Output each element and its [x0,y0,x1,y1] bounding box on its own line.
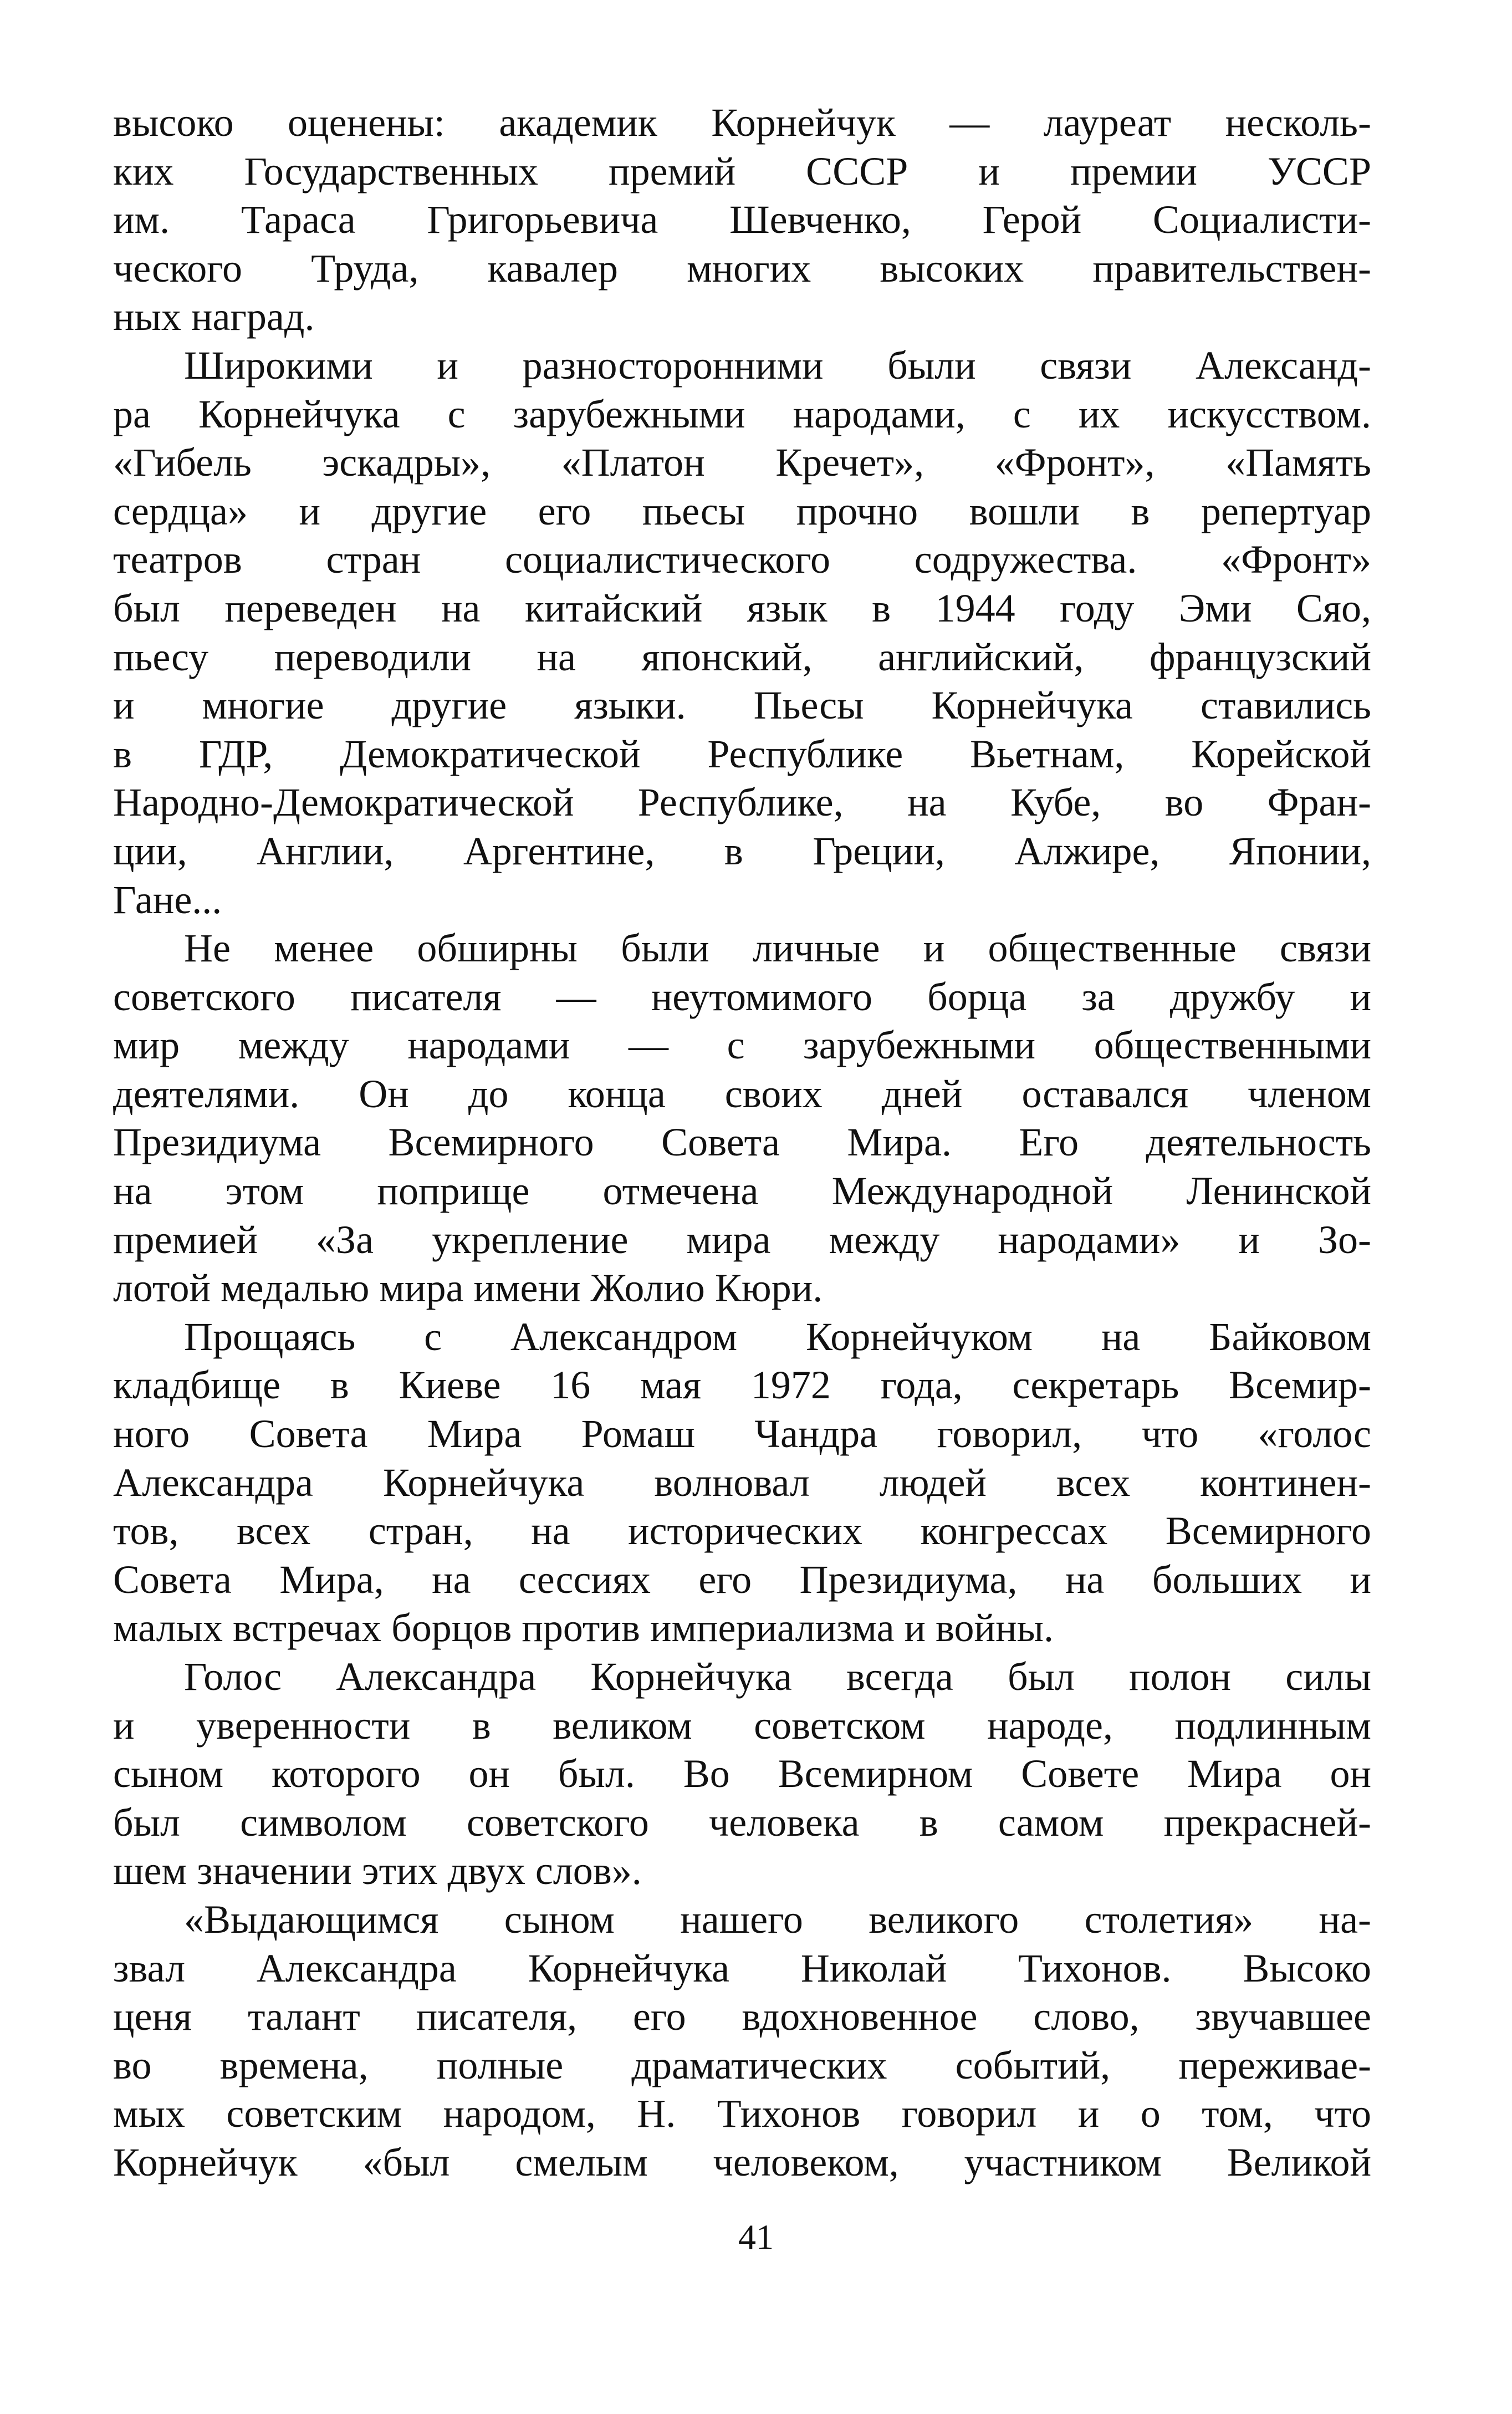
text-line: кладбище в Киеве 16 мая 1972 года, секретарь Всемир- [113,1363,1371,1408]
text-line: ческого Труда, кавалер многих высоких правительствен- [113,246,1371,291]
text-line: Народно-Демократической Республике, на Кубе, во Фран- [113,780,1371,825]
text-line: Широкими и разносторонними были связи Александ- [184,343,1371,388]
text-line: сыном которого он был. Во Всемирном Совете Мира он [113,1751,1371,1796]
page-number: 41 [738,2217,774,2257]
page-body-text [113,99,1371,2187]
text-line: советского писателя — неутомимого борца за дружбу и [113,974,1371,1019]
text-line: Гане... [113,877,222,922]
text-line: Президиума Всемирного Совета Мира. Его деятельность [113,1120,1371,1165]
text-line: ценя талант писателя, его вдохновенное слово, звучавшее [113,1994,1371,2039]
text-line: Корнейчук «был смелым человеком, участником Великой [113,2140,1371,2184]
text-line: театров стран социалистического содружества. «Фронт» [113,537,1371,582]
text-line: Не менее обширны были личные и общественные связи [184,926,1371,971]
text-line: деятелями. Он до конца своих дней оставался членом [113,1071,1371,1116]
text-line: был символом советского человека в самом прекрасней- [113,1800,1371,1845]
text-line: шем значении этих двух слов». [113,1848,642,1893]
text-line: ра Корнейчука с зарубежными народами, с их искусством. [113,391,1371,436]
text-line: Александра Корнейчука волновал людей всех континен- [113,1460,1371,1505]
text-line: ких Государственных премий СССР и премии УССР [113,149,1371,193]
text-line: во времена, полные драматических событий, переживае- [113,2043,1371,2087]
text-line: и многие другие языки. Пьесы Корнейчука ставились [113,683,1371,728]
text-line: звал Александра Корнейчука Николай Тихонов. Высоко [113,1946,1371,1990]
text-line: мых советским народом, Н. Тихонов говорил и о том, что [113,2091,1371,2136]
text-line: на этом поприще отмечена Международной Ленинской [113,1169,1371,1214]
text-line: «Гибель эскадры», «Платон Кречет», «Фронт», «Память [113,440,1371,485]
text-line: Совета Мира, на сессиях его Президиума, на больших и [113,1557,1371,1602]
text-line: «Выдающимся сыном нашего великого столетия» на- [184,1897,1371,1942]
text-line: ного Совета Мира Ромаш Чандра говорил, что «голос [113,1412,1371,1456]
text-line: премией «За укрепление мира между народами» и Зо- [113,1217,1371,1262]
text-line: мир между народами — с зарубежными общественными [113,1023,1371,1068]
text-line: сердца» и другие его пьесы прочно вошли в репертуар [113,488,1371,533]
text-line: лотой медалью мира имени Жолио Кюри. [113,1266,823,1311]
text-line: был переведен на китайский язык в 1944 году Эми Сяо, [113,585,1371,630]
text-line: пьесу переводили на японский, английский, французский [113,634,1371,679]
text-line: Прощаясь с Александром Корнейчуком на Байковом [184,1314,1371,1359]
text-line: ных наград. [113,294,315,339]
text-line: им. Тараса Григорьевича Шевченко, Герой Социалисти- [113,197,1371,242]
text-line: малых встречах борцов против империализма и войны. [113,1606,1054,1651]
text-line: ции, Англии, Аргентине, в Греции, Алжире, Японии, [113,828,1371,873]
text-line: тов, всех стран, на исторических конгрессах Всемирного [113,1509,1371,1554]
text-line: Голос Александра Корнейчука всегда был полон силы [184,1654,1371,1699]
text-line: и уверенности в великом советском народе, подлинным [113,1703,1371,1748]
text-line: в ГДР, Демократической Республике Вьетнам, Корейской [113,731,1371,776]
text-line: высоко оценены: академик Корнейчук — лауреат несколь- [113,100,1371,145]
